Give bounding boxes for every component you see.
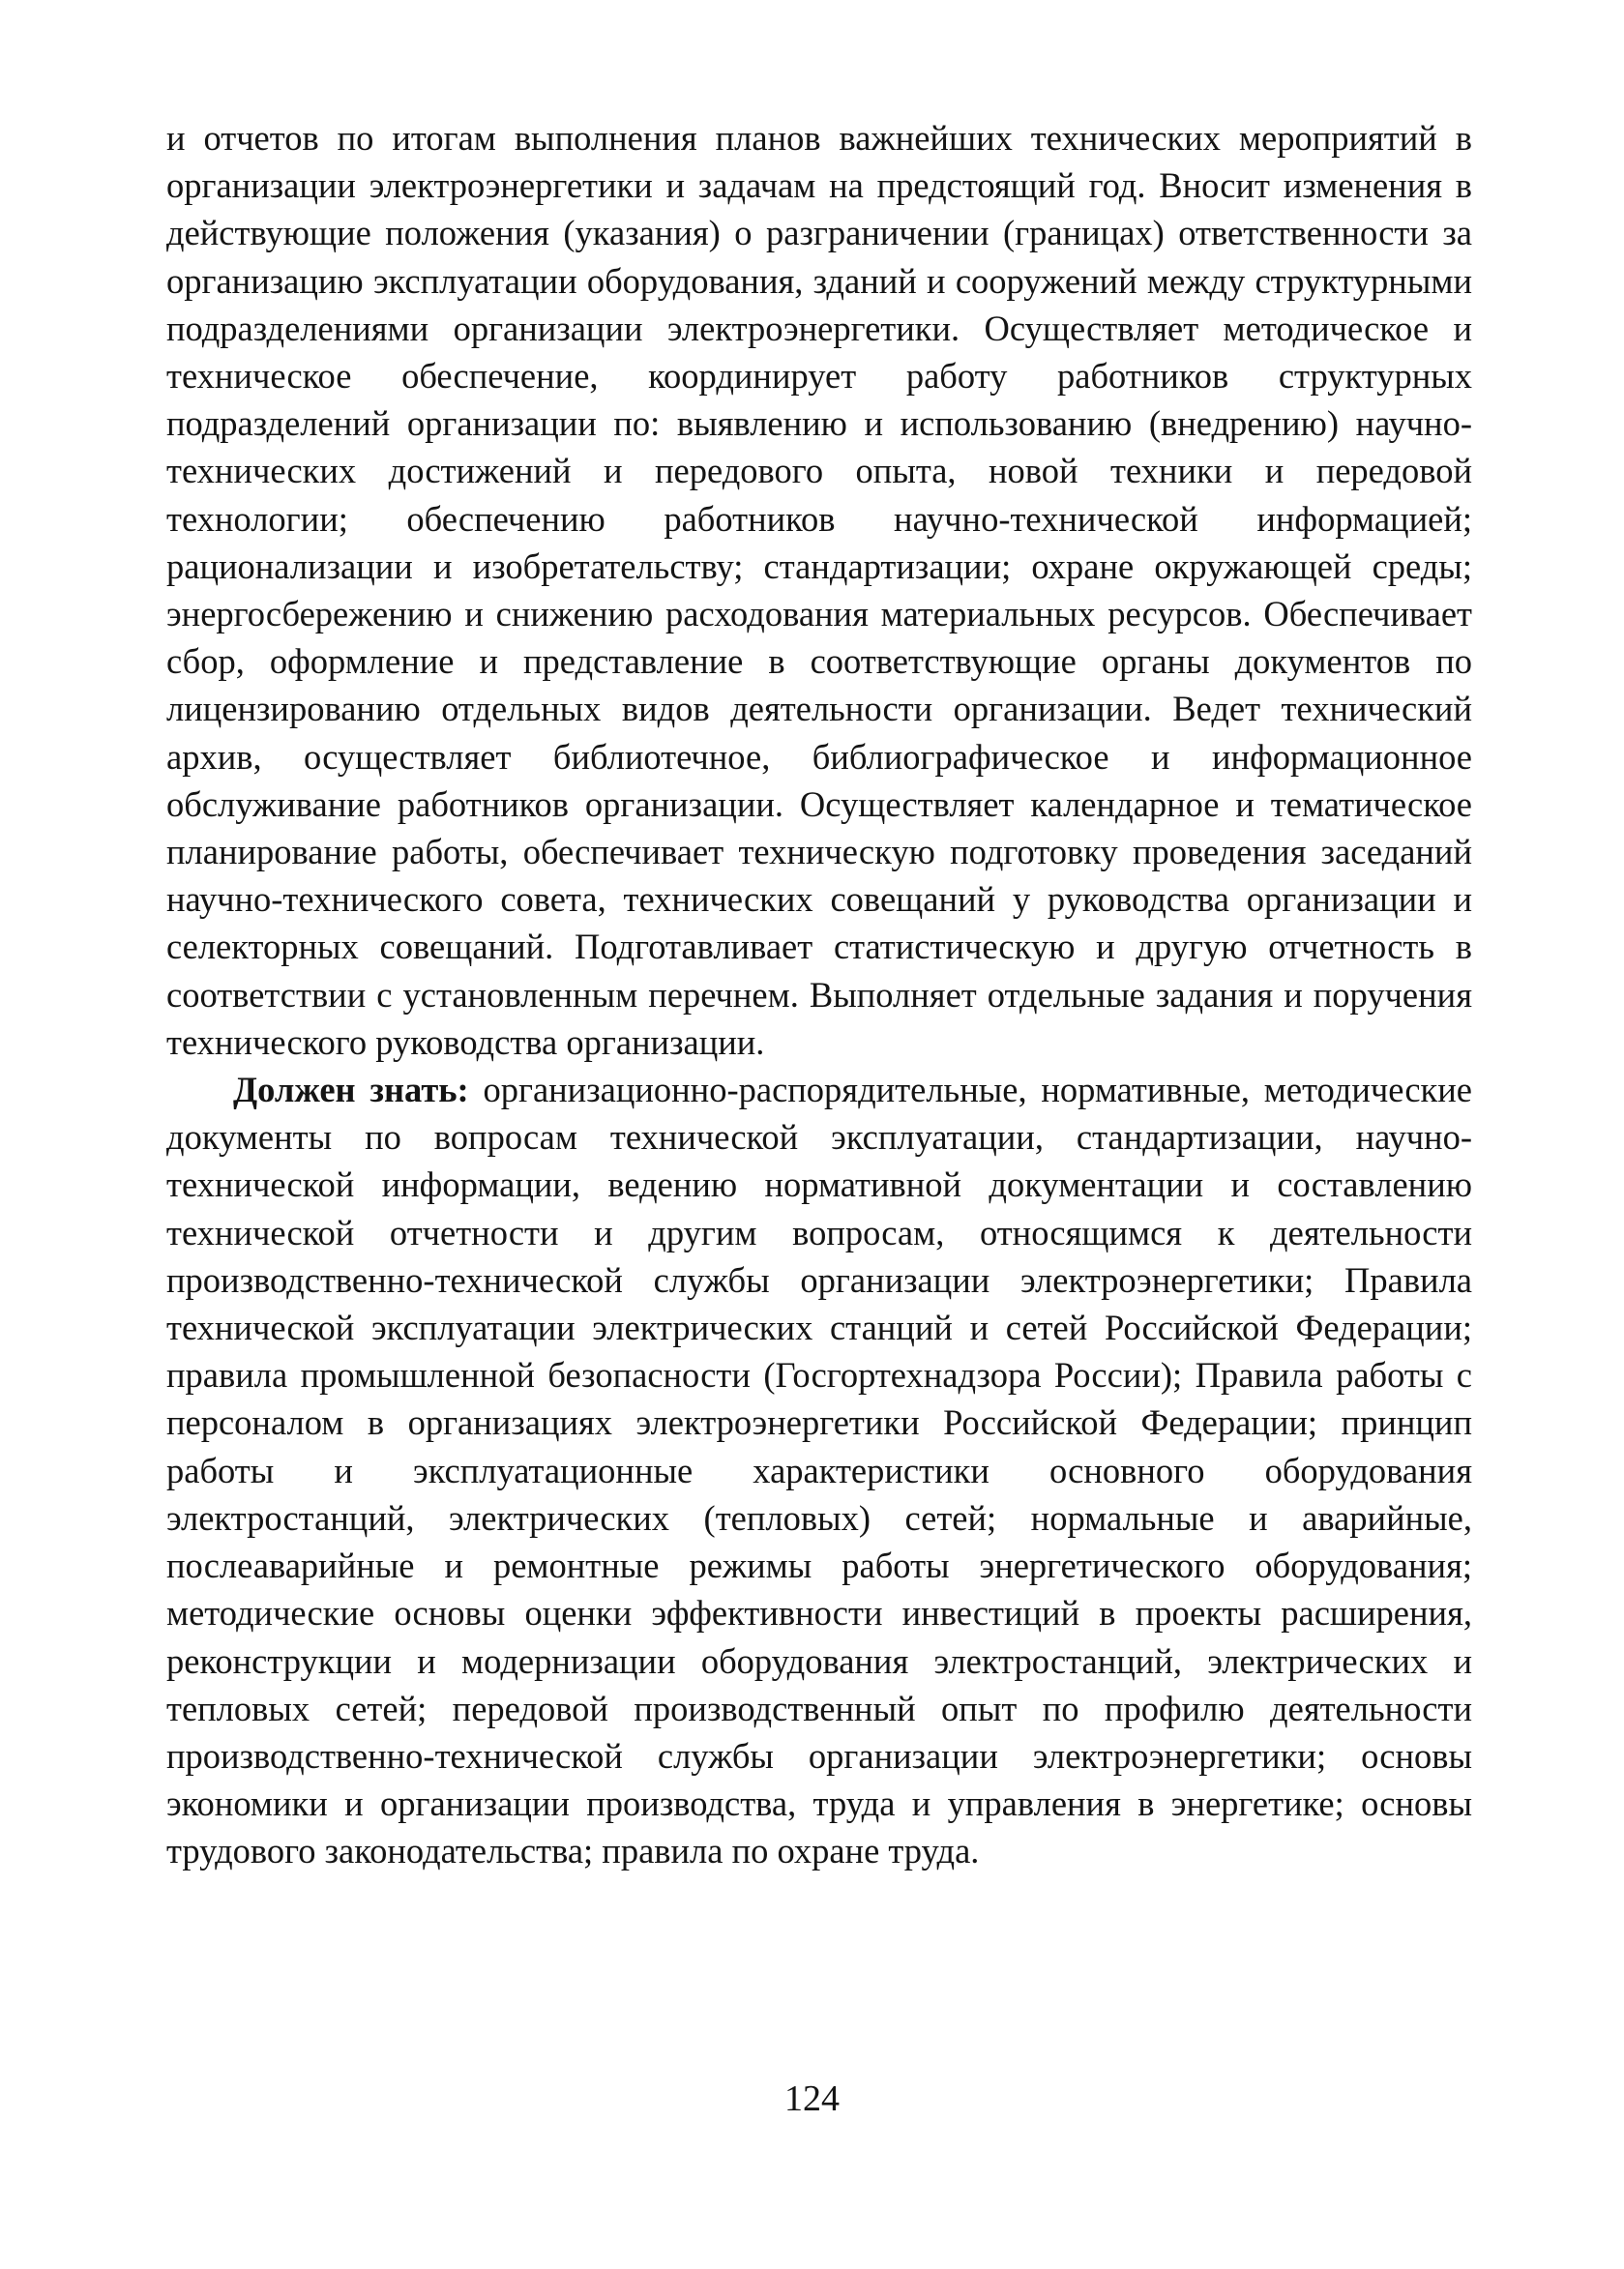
paragraph-text: и отчетов по итогам выполнения планов важнейших технических мероприятий в организации электроэнергетики и задачам на предстоящий год. Вносит изменения в действующие положения (указания) о разграничении (границах) ответственности за организацию эксплуатации оборудования, зданий и сооружений между структурными подразделениями организации электроэнергетики. Осуществляет методическое и техническое обеспечение, координирует работу работников структурных подразделений организации по: выявлению и использованию (внедрению) научно-технических достижений и передового опыта, новой техники и передовой технологии; обеспечению работников научно-технической информацией; рационализации и изобретательству; стандартизации; охране окружающей среды; энергосбережению и снижению расходования материальных ресурсов. Обеспечивает сбор, оформление и представление в соответствующие органы документов по лицензированию отдельных видов деятельности организации. Ведет технический архив, осуществляет библиотечное, библиографическое и информационное обслуживание работников организации. Осуществляет календарное и тематическое планирование работы, обеспечивает техническую подготовку проведения заседаний научно-технического совета, технических совещаний у руководства организации и селекторных совещаний. Подготавливает статистическую и другую отчетность в соответствии с установленным перечнем. Выполняет отдельные задания и поручения технического руководства организации. — [166, 118, 1472, 1062]
paragraph-text: организационно-распорядительные, нормативные, методические документы по вопросам технической эксплуатации, стандартизации, научно-технической информации, ведению нормативной документации и составлению технической отчетности и другим вопросам, относящимся к деятельности производственно-технической службы организации электроэнергетики; Правила технической эксплуатации электрических станций и сетей Российской Федерации; правила промышленной безопасности (Госгортехнадзора России); Правила работы с персоналом в организациях электроэнергетики Российской Федерации; принцип работы и эксплуатационные характеристики основного оборудования электростанций, электрических (тепловых) сетей; нормальные и аварийные, послеаварийные и ремонтные режимы работы энергетического оборудования; методические основы оценки эффективности инвестиций в проекты расширения, реконструкции и модернизации оборудования электростанций, электрических и тепловых сетей; передовой производственный опыт по профилю деятельности производственно-технической службы организации электроэнергетики; основы экономики и организации производства, труда и управления в энергетике; основы трудового законодательства; правила по охране труда. — [166, 1070, 1472, 1871]
body-text — [166, 114, 1472, 1875]
page-number: 124 — [784, 2078, 840, 2119]
paragraph-must-know — [166, 1066, 1472, 1874]
paragraph-continuation — [166, 114, 1472, 1066]
paragraph-term: Должен знать: — [233, 1070, 469, 1110]
